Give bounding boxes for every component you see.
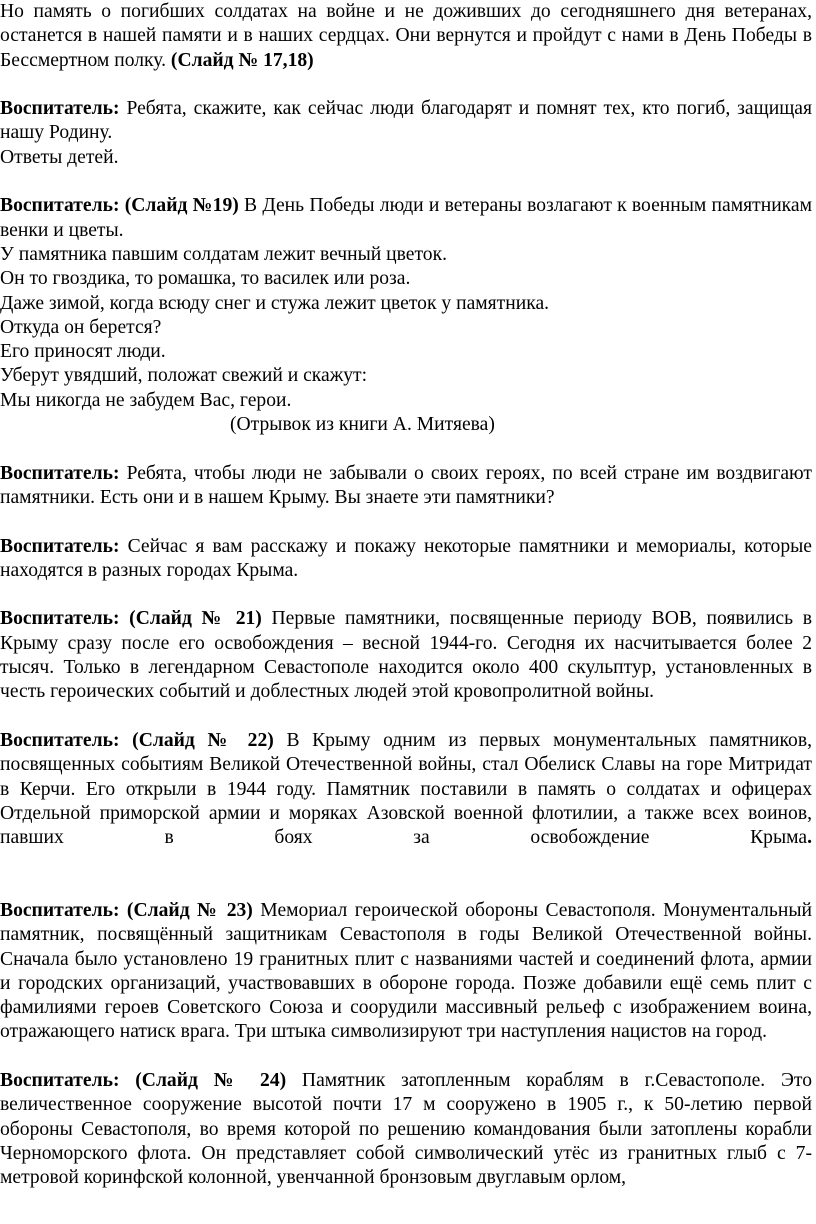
paragraph-ending: . (807, 827, 812, 849)
speaker-label: Воспитатель: (Слайд № 21) (0, 608, 262, 630)
paragraph-gap (0, 1045, 812, 1069)
poem-line: Уберут увядший, положат свежий и скажут: (0, 365, 368, 387)
poem-line: Он то гвоздика, то ромашка, то василек или роза. (0, 268, 411, 290)
paragraph-gap (0, 583, 812, 607)
excerpt-citation: (Отрывок из книги А. Митяева) (230, 414, 495, 436)
speaker-label: Воспитатель: (Слайд № 22) (0, 729, 274, 751)
paragraph-text: Ребята, чтобы люди не забывали о своих героях, по всей стране им воздвигают памятники. Есть они и в нашем Крыму. Вы знаете эти памятники? (0, 462, 812, 508)
poem-line: У памятника павшим солдатам лежит вечный цветок. (0, 243, 448, 265)
paragraph-slide-21 (0, 607, 812, 704)
poem-line: Его приносят люди. (0, 341, 166, 363)
poem-line: Откуда он берется? (0, 316, 162, 338)
paragraph-slide-23 (0, 899, 812, 1045)
paragraph-text: Ответы детей. (0, 146, 119, 168)
paragraph-slide-19 (0, 194, 812, 243)
paragraph-text: Ребята, скажите, как сейчас люди благодарят и помнят тех, кто погиб, защищая нашу Родину. (0, 98, 812, 144)
paragraph-text: Но память о погибших солдатах на войне и не доживших до сегодняшнего дня ветеранах, останется в нашей памяти и в наших сердцах. Они вернутся и пройдут с нами в День Победы в Бессмертном полку. (0, 1, 812, 71)
paragraph-text: Первые памятники, посвященные периоду ВОВ, появились в Крыму сразу после его освобождения – весной 1944-го. Сегодня их насчитывается более 2 тысяч. Только в легендарном Севастополе находится около 400 скульптур, установленных в честь героических событий и доблестных людей этой кровопролитной войны. (0, 608, 813, 703)
slide-reference: (Слайд № 17,18) (170, 49, 314, 71)
paragraph-slide-24 (0, 1069, 812, 1190)
paragraph-gap (0, 850, 812, 899)
paragraph-text: Мемориал героической обороны Севастополя. Монументальный памятник, посвящённый защитникам Севастополя в годы Великой Отечественной войны. Сначала было установлено 19 гранитных плит с названиями частей и соединений флота, армии и городских организаций, участвовавших в обороне города. Позже добавили ещё семь плит с фамилиями героев Советского Союза и соорудили массивный рельеф с изображением воина, отражающего натиск врага. Три штыка символизируют три наступления нацистов на город. (0, 899, 812, 1043)
paragraph-text: Памятник затопленным кораблям в г.Севастополе. Это величественное сооружение высотой почти 17 м сооружено в 1905 г., к 50-летию первой обороны Севастополя, во время которой по решению командования были затоплены корабли Черноморского флота. Он представляет собой символический утёс из гранитных глыб с 7-метровой коринфской колонной, увенчанной бронзовым двуглавым орлом, (0, 1070, 812, 1189)
paragraph-answers (0, 146, 812, 170)
paragraph-gap (0, 705, 812, 729)
poem-line: Даже зимой, когда всюду снег и стужа лежит цветок у памятника. (0, 292, 550, 314)
poem-line: Мы никогда не забудем Вас, герои. (0, 389, 292, 411)
speaker-label: Воспитатель: (Слайд № 23) (0, 899, 253, 921)
paragraph-gap (0, 73, 812, 97)
paragraph-question (0, 97, 812, 146)
paragraph-monuments-intro (0, 535, 812, 584)
paragraph-intro (0, 0, 812, 73)
speaker-label: Воспитатель: (0, 98, 120, 120)
paragraph-monuments-question (0, 462, 812, 511)
poem-excerpt (0, 243, 812, 437)
paragraph-text: В Крыму одним из первых монументальных памятников, посвященных событиям Великой Отечественной войны, стал Обелиск Славы на горе Митридат в Керчи. Его открыли в 1944 году. Памятник поставили в память о солдатах и офицерах Отдельной приморской армии и моряках Азовской военной флотилии, а также всех воинов, павших в боях за освобождение Крыма (0, 729, 812, 849)
paragraph-gap (0, 170, 812, 194)
speaker-label: Воспитатель: (0, 462, 120, 484)
speaker-label: Воспитатель: (Слайд №19) (0, 195, 239, 217)
paragraph-gap (0, 510, 812, 534)
paragraph-slide-22 (0, 729, 812, 850)
paragraph-gap (0, 437, 812, 461)
paragraph-text: В День Победы люди и ветераны возлагают к военным памятникам венки и цветы. (0, 195, 812, 241)
speaker-label: Воспитатель: (Слайд № 24) (0, 1070, 287, 1092)
speaker-label: Воспитатель: (0, 535, 120, 557)
paragraph-text: Сейчас я вам расскажу и покажу некоторые памятники и мемориалы, которые находятся в разных городах Крыма. (0, 535, 812, 581)
